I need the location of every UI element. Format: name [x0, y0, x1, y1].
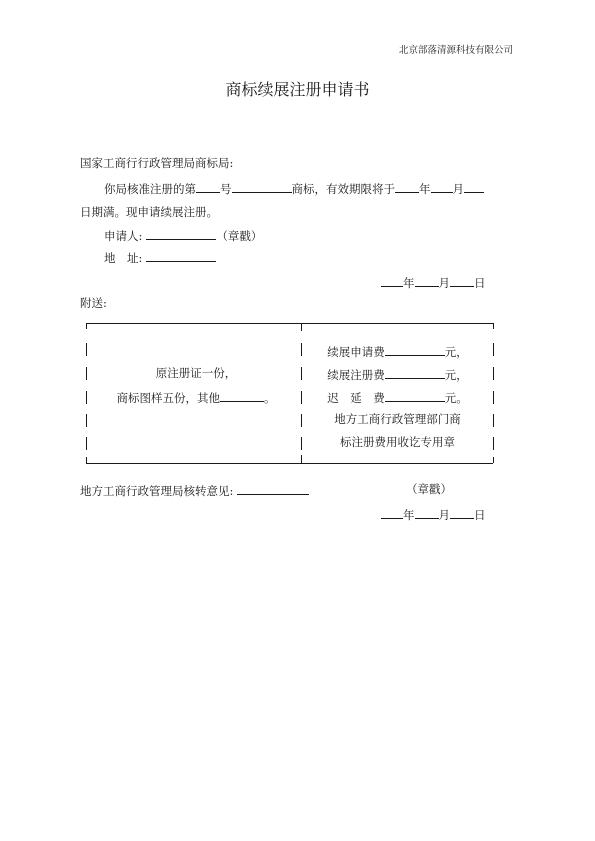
- addressee: 国家工商行行政管理局商标局:: [80, 156, 234, 170]
- fee-renewal-application-blank[interactable]: [385, 343, 445, 356]
- review-year-label: 年: [403, 508, 415, 522]
- line1-text-e: 月: [452, 182, 464, 196]
- fee-late-unit: 元。: [444, 391, 468, 405]
- box-middle-bar: [301, 414, 302, 427]
- box-right-bar: [493, 367, 494, 380]
- date-year-label: 年: [403, 276, 415, 290]
- box-corner-tl: [86, 323, 87, 329]
- expiry-year-blank[interactable]: [395, 180, 419, 193]
- fee-renewal-application: [304, 343, 491, 359]
- box-top-border: [86, 323, 493, 324]
- fee-late-label: 迟 延 费: [327, 391, 385, 405]
- trademark-name-blank[interactable]: [232, 180, 292, 193]
- box-right-bar: [493, 343, 494, 356]
- fee-stamp-line-2: 标注册费用收讫专用章: [340, 435, 455, 449]
- box-left-bar: [86, 437, 87, 450]
- fee-renewal-registration-blank[interactable]: [385, 366, 445, 379]
- fee-stamp-line-1: 地方工商行政管理部门商: [334, 412, 461, 426]
- attachment-other-blank[interactable]: [220, 389, 264, 402]
- fee-renewal-registration-label: 续展注册费: [327, 368, 385, 382]
- fee-late: [304, 389, 491, 405]
- date-day-label: 日: [474, 276, 486, 290]
- address-label: 地 址:: [104, 251, 143, 265]
- line1-text-c: 商标，有效期限将于: [291, 182, 395, 196]
- review-date: [381, 506, 486, 522]
- date-month-label: 月: [438, 276, 450, 290]
- letter-line-2: 日期满。现申请续展注册。: [80, 205, 218, 219]
- expiry-day-blank[interactable]: [464, 180, 484, 193]
- review-day-blank[interactable]: [450, 506, 474, 519]
- fee-renewal-registration: [304, 366, 491, 382]
- registration-number-blank[interactable]: [196, 180, 220, 193]
- fee-renewal-registration-unit: 元，: [444, 368, 468, 382]
- line1-text-d: 年: [419, 182, 431, 196]
- page-title: 商标续展注册申请书: [225, 80, 370, 99]
- address-row: [104, 249, 216, 265]
- attachment-specimens: [92, 389, 300, 405]
- review-month-blank[interactable]: [415, 506, 439, 519]
- line1-text-a: 你局核准注册的第: [104, 182, 196, 196]
- application-date: [381, 274, 486, 290]
- box-middle-bar: [301, 391, 302, 404]
- attachments-label: 附送:: [80, 296, 107, 310]
- date-day-blank[interactable]: [450, 274, 474, 287]
- fee-renewal-application-unit: 元，: [444, 345, 468, 359]
- box-corner-br: [493, 457, 494, 463]
- review-day-label: 日: [474, 508, 486, 522]
- fee-renewal-application-label: 续展申请费: [327, 345, 385, 359]
- review-seal-note: （章戳）: [406, 482, 452, 496]
- box-right-bar: [493, 391, 494, 404]
- review-year-blank[interactable]: [381, 506, 403, 519]
- review-month-label: 月: [438, 508, 450, 522]
- applicant-row: [104, 227, 262, 243]
- box-left-bar: [86, 391, 87, 404]
- expiry-month-blank[interactable]: [431, 180, 453, 193]
- box-middle-bar: [301, 367, 302, 380]
- box-corner-bl: [86, 457, 87, 463]
- applicant-seal-note: （章戳）: [216, 229, 263, 243]
- attachment-specimens-suffix: 。: [264, 391, 276, 405]
- box-left-bar: [86, 367, 87, 380]
- box-corner-tr: [493, 323, 494, 329]
- box-right-bar: [493, 414, 494, 427]
- box-middle-bar: [301, 437, 302, 450]
- letter-line-1: [104, 180, 484, 196]
- date-year-blank[interactable]: [381, 274, 403, 287]
- box-left-bar: [86, 343, 87, 356]
- fee-late-blank[interactable]: [385, 389, 445, 402]
- review-label: 地方工商行政管理局核转意见:: [80, 484, 234, 498]
- box-bottom-border: [86, 463, 493, 464]
- company-name: 北京部落清源科技有限公司: [398, 45, 513, 56]
- box-left-bar: [86, 414, 87, 427]
- applicant-blank[interactable]: [146, 227, 216, 240]
- box-divider-top: [301, 323, 302, 331]
- review-opinion-blank[interactable]: [237, 482, 309, 495]
- attachment-specimens-text: 商标图样五份，其他: [116, 391, 220, 405]
- box-right-bar: [493, 437, 494, 450]
- review-row: [80, 482, 309, 498]
- attachment-certificate: 原注册证一份，: [155, 366, 237, 380]
- box-middle-bar: [301, 343, 302, 356]
- box-divider-bottom: [301, 455, 302, 463]
- address-blank[interactable]: [146, 249, 216, 262]
- date-month-blank[interactable]: [415, 274, 439, 287]
- line1-text-b: 号: [220, 182, 232, 196]
- applicant-label: 申请人:: [104, 229, 143, 243]
